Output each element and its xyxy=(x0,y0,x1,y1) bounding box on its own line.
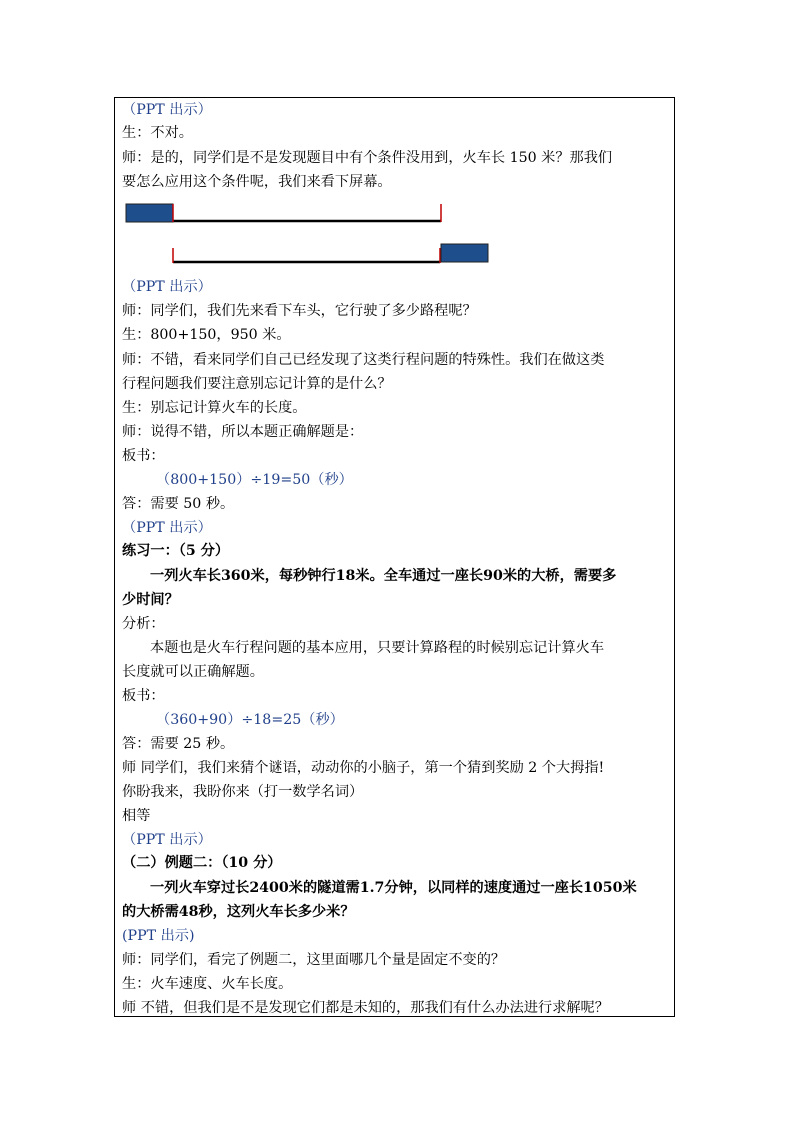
text-line: 师：说得不错，所以本题正确解题是： xyxy=(122,424,364,440)
text-line: 师 不错，但我们是不是发现它们都是未知的，那我们有什么办法进行求解呢？ xyxy=(122,1000,609,1016)
text-line: 生：别忘记计算火车的长度。 xyxy=(122,400,307,416)
text-line: 师：同学们，我们先来看下车头，它行驶了多少路程呢？ xyxy=(122,303,477,319)
text-line: （360+90）÷18=25（秒） xyxy=(156,712,344,728)
text-line: （800+150）÷19=50（秒） xyxy=(156,472,353,488)
text-line: 师：不错，看来同学们自己已经发现了这类行程问题的特殊性。我们在做这类 xyxy=(122,352,605,368)
text-line: 长度就可以正确解题。 xyxy=(122,664,264,680)
text-line: 分析： xyxy=(122,616,165,632)
text-line: 板书： xyxy=(122,688,165,704)
text-line: 相等 xyxy=(122,808,151,824)
text-line: 少时间？ xyxy=(122,592,179,608)
train-end xyxy=(441,244,488,262)
text-line: 板书： xyxy=(122,448,165,464)
text-line: 师 同学们，我们来猜个谜语，动动你的小脑子，第一个猜到奖励 2 个大拇指! xyxy=(122,760,605,776)
text-line: （PPT 出示） xyxy=(122,832,212,848)
text-line: 本题也是火车行程问题的基本应用，只要计算路程的时候别忘记计算火车 xyxy=(150,640,605,656)
text-line: 你盼我来，我盼你来（打一数学名词） xyxy=(122,784,364,800)
text-line: 练习一：（5 分） xyxy=(122,543,230,559)
text-line: 生：不对。 xyxy=(122,125,193,141)
text-line: 一列火车穿过长2400米的隧道需1.7分钟，以同样的速度通过一座长1050米 xyxy=(150,880,637,896)
text-line: 要怎么应用这个条件呢，我们来看下屏幕。 xyxy=(122,174,392,190)
text-line: （PPT 出示） xyxy=(122,279,212,295)
train-diagram xyxy=(124,200,494,270)
text-line: 的大桥需48秒，这列火车长多少米？ xyxy=(122,904,355,920)
text-line: 答：需要 50 秒。 xyxy=(122,496,235,512)
text-line: （二）例题二：（10 分） xyxy=(122,855,282,871)
text-line: 答：需要 25 秒。 xyxy=(122,736,235,752)
text-line: (PPT 出示) xyxy=(122,928,195,944)
text-line: （PPT 出示） xyxy=(122,520,212,536)
text-line: 生：800+150，950 米。 xyxy=(122,327,291,343)
text-line: 师：同学们，看完了例题二，这里面哪几个量是固定不变的？ xyxy=(122,952,506,968)
text-line: （PPT 出示） xyxy=(122,102,212,118)
text-line: 一列火车长360米，每秒钟行18米。全车通过一座长90米的大桥，需要多 xyxy=(150,568,617,584)
train-start xyxy=(126,204,173,222)
text-line: 师：是的，同学们是不是发现题目中有个条件没用到，火车长 150 米？那我们 xyxy=(122,150,613,166)
text-line: 生：火车速度、火车长度。 xyxy=(122,976,293,992)
text-line: 行程问题我们要注意别忘记计算的是什么？ xyxy=(122,376,392,392)
